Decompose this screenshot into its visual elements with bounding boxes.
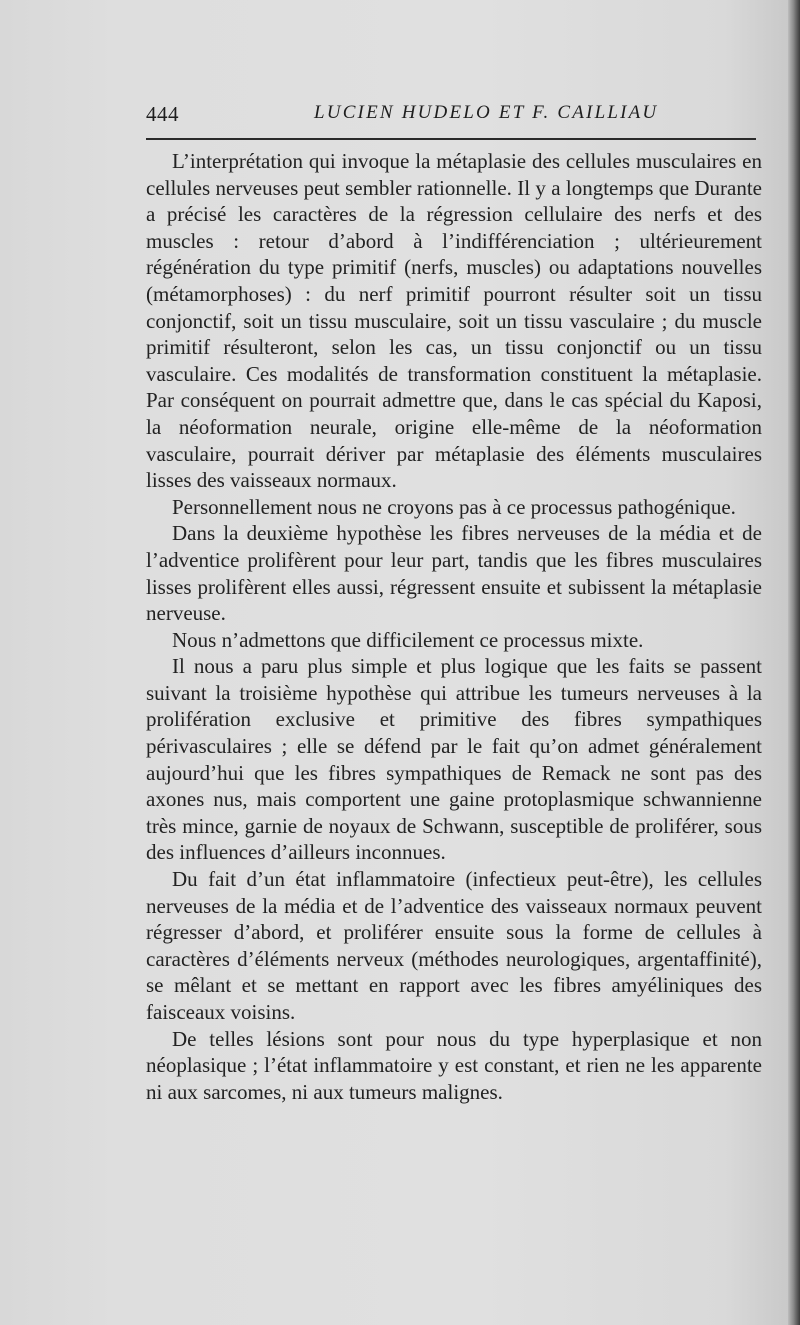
body-text	[146, 148, 762, 1105]
paragraph-inflammatory-state: Du fait d’un état inflammatoire (infectieux peut-être), les cellules nerveuses de la média et de l’adventice des vaisseaux normaux peuvent régresser d’abord, et proliférer ensuite sous la forme de cellules à caractères d’éléments nerveux (méthodes neurologiques, argentaffinité), se mêlant et se mettant en rapport avec les fibres amyéliniques des faisceaux voisins.	[146, 867, 762, 1024]
header-rule	[146, 138, 756, 140]
paragraph-second-hypothesis: Dans la deuxième hypothèse les fibres nerveuses de la média et de l’adventice prolifèrent pour leur part, tandis que les fibres musculaires lisses prolifèrent elles aussi, régressent ensuite et subissent la métaplasie nerveuse.	[146, 521, 762, 626]
paragraph-third-hypothesis: Il nous a paru plus simple et plus logique que les faits se passent suivant la troisième hypothèse qui attribue les tumeurs nerveuses à la prolifération exclusive et primitive des fibres sympathiques périvasculaires ; elle se défend par le fait qu’on admet généralement aujourd’hui que les fibres sympathiques de Remack ne sont pas des axones nus, mais comportent une gaine protoplasmique schwannienne très mince, garnie de noyaux de Schwann, susceptible de proliférer, sous des influences d’ailleurs inconnues.	[146, 654, 762, 865]
page-edge-shadow	[788, 0, 800, 1325]
paragraph-metaplasia: L’interprétation qui invoque la métaplasie des cellules musculaires en cellules nerveuses peut sembler rationnelle. Il y a longtemps que Durante a précisé les caractères de la régression cellulaire des nerfs et des muscles : retour d’abord à l’indifférenciation ; ultérieurement régénération du type primitif (nerfs, muscles) ou adaptations nouvelles (métamorphoses) : du nerf primitif pourront résulter soit un tissu conjonctif, soit un tissu musculaire, soit un tissu vasculaire ; du muscle primitif résulteront, selon les cas, un tissu conjonctif ou un tissu vasculaire. Ces modalités de transformation constituent la métaplasie. Par conséquent on pourrait admettre que, dans le cas spécial du Kaposi, la néoformation neurale, origine elle-même de la néoformation vasculaire, pourrait dériver par métaplasie des éléments musculaires lisses des vaisseaux normaux.	[146, 149, 762, 493]
paragraph-mixed-process: Nous n’admettons que difficilement ce processus mixte.	[172, 627, 644, 652]
running-head: LUCIEN HUDELO ET F. CAILLIAU	[314, 102, 659, 123]
paragraph-conclusion: De telles lésions sont pour nous du type hyperplasique et non néoplasique ; l’état inflammatoire y est constant, et rien ne les apparente ni aux sarcomes, ni aux tumeurs malignes.	[146, 1026, 762, 1104]
paragraph-personal-view: Personnellement nous ne croyons pas à ce processus pathogénique.	[172, 494, 736, 519]
page-header	[146, 100, 756, 130]
page-number: 444	[146, 102, 179, 126]
